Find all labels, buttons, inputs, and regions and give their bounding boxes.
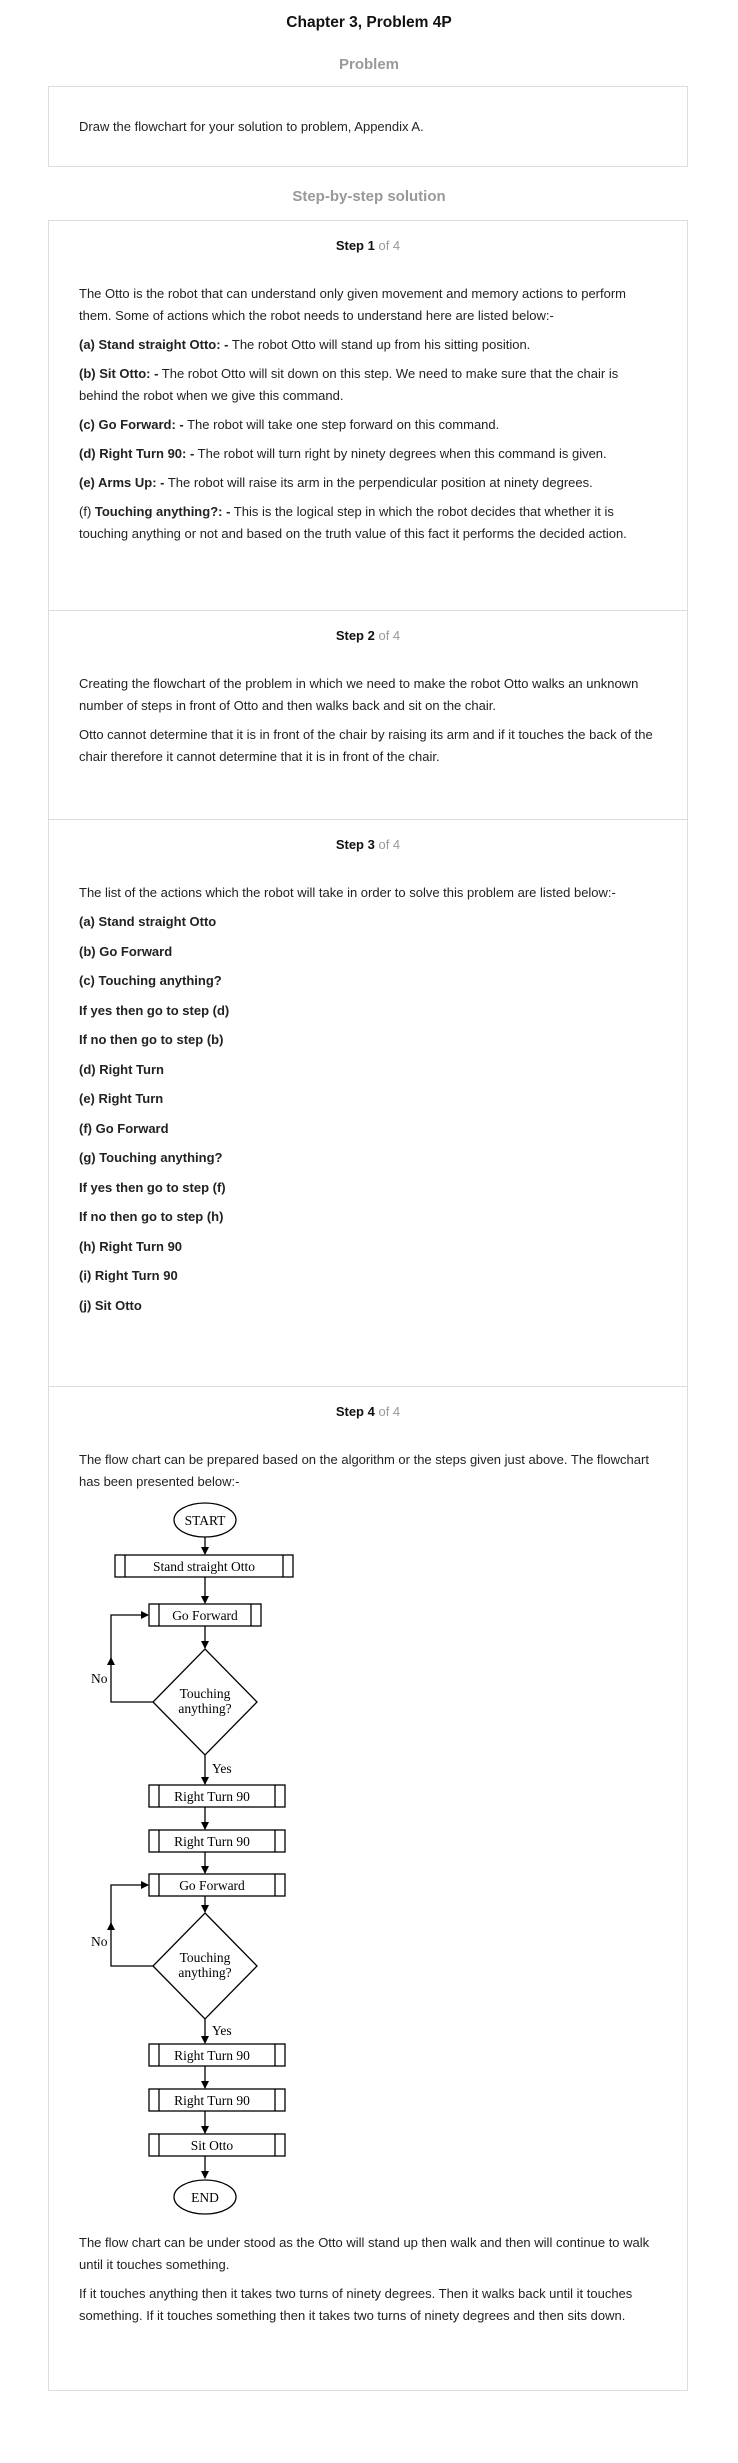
- decision-label: anything?: [178, 1701, 232, 1716]
- problem-box: [48, 86, 688, 167]
- step-label: Step 1: [335, 238, 375, 253]
- step-header: [79, 221, 657, 257]
- step-label: Step 2: [335, 628, 375, 643]
- solution-heading: Step-by-step solution: [292, 188, 446, 205]
- action-list-item: If yes then go to step (f): [79, 1179, 226, 1195]
- action-list-item: (i) Right Turn 90: [79, 1268, 178, 1283]
- step-4-explanation: The flow chart can be under stood as the Otto will stand up then walk and then will continue to walk until it touches something.: [79, 2235, 650, 2272]
- yes-label: Yes: [212, 1761, 232, 1776]
- step-header: [79, 820, 657, 856]
- action-list-item: If no then go to step (h): [79, 1209, 224, 1224]
- right-turn-label: Right Turn 90: [174, 1789, 250, 1804]
- no-label: No: [91, 1671, 108, 1686]
- step-count: of 4: [378, 837, 401, 852]
- decision-label: Touching: [179, 1686, 231, 1701]
- step-2-paragraph: Creating the flowchart of the problem in which we need to make the robot Otto walks an unknown number of steps in front of Otto and then walks back and sit on the chair.: [79, 676, 639, 713]
- right-turn-label: Right Turn 90: [174, 2093, 250, 2108]
- action-list-item: (d) Right Turn: [79, 1061, 164, 1077]
- start-label: START: [184, 1513, 226, 1528]
- step-4: [49, 1387, 687, 2390]
- flowchart-diagram: [81, 1500, 301, 2226]
- step-4-intro: The flow chart can be prepared based on the algorithm or the steps given just above. The flowchart has been presented below:-: [79, 1452, 649, 1489]
- step-header: [79, 1387, 657, 1423]
- action-list-item: (a) Stand straight Otto: [79, 914, 217, 929]
- yes-label: Yes: [212, 2023, 232, 2038]
- step-2-paragraph: Otto cannot determine that it is in front of the chair by raising its arm and if it touches the back of the chair therefore it cannot determine that it is in front of the chair.: [79, 727, 653, 764]
- step-4-explanation: If it touches anything then it takes two turns of ninety degrees. Then it walks back until it touches something. If it touches something then it takes two turns of ninety degrees and then sits down.: [79, 2286, 633, 2323]
- step-count: of 4: [378, 628, 401, 643]
- sit-label: Sit Otto: [190, 2138, 234, 2153]
- decision-label: Touching: [179, 1950, 231, 1965]
- right-turn-label: Right Turn 90: [174, 2048, 250, 2063]
- action-list-item: (b) Go Forward: [79, 943, 173, 959]
- action-list-item: (c) Touching anything?: [79, 973, 222, 988]
- action-list-item: (e) Right Turn: [79, 1091, 164, 1106]
- step-count: of 4: [378, 1404, 401, 1419]
- step-1-item-e: (e) Arms Up: - The robot will raise its arm in the perpendicular position at ninety degrees.: [79, 475, 593, 490]
- right-turn-label: Right Turn 90: [174, 1834, 250, 1849]
- step-label: Step 3: [335, 837, 375, 852]
- decision-label: anything?: [178, 1965, 232, 1980]
- step-label: Step 4: [335, 1404, 375, 1419]
- stand-label: Stand straight Otto: [153, 1559, 255, 1574]
- step-1-item-a: (a) Stand straight Otto: - The robot Otto will stand up from his sitting position.: [79, 337, 531, 352]
- step-2: [49, 611, 687, 820]
- action-list-item: (g) Touching anything?: [79, 1150, 223, 1165]
- go-forward-label: Go Forward: [172, 1608, 238, 1623]
- action-list-item: (j) Sit Otto: [79, 1297, 142, 1313]
- step-header: [79, 611, 657, 647]
- action-list-item: (h) Right Turn 90: [79, 1238, 183, 1254]
- action-list-item: If yes then go to step (d): [79, 1002, 230, 1018]
- no-label: No: [91, 1934, 108, 1949]
- step-1-item-c: (c) Go Forward: - The robot will take one step forward on this command.: [79, 417, 500, 432]
- page-title: Chapter 3, Problem 4P: [286, 14, 452, 31]
- step-1-intro: The Otto is the robot that can understand only given movement and memory actions to perform them. Some of actions which the robot needs to understand here are listed below:-: [79, 286, 627, 323]
- step-1-item-d: (d) Right Turn 90: - The robot will turn right by ninety degrees when this command is given.: [79, 446, 607, 461]
- problem-heading: Problem: [338, 56, 399, 73]
- step-1: [49, 221, 687, 611]
- step-3: [49, 820, 687, 1387]
- problem-text: Draw the flowchart for your solution to problem, Appendix A.: [79, 119, 424, 134]
- solution-box: [48, 220, 688, 2391]
- step-3-intro: The list of the actions which the robot will take in order to solve this problem are listed below:-: [79, 885, 616, 900]
- step-1-item-f: (f) Touching anything?: - This is the logical step in which the robot decides that whether it is touching anything or not and based on the truth value of this fact it performs the decided action.: [79, 504, 627, 541]
- step-1-item-b: (b) Sit Otto: - The robot Otto will sit down on this step. We need to make sure that the chair is behind the robot when we give this command.: [79, 366, 619, 403]
- end-label: END: [191, 2190, 219, 2205]
- action-list-item: (f) Go Forward: [79, 1120, 169, 1136]
- action-list-item: If no then go to step (b): [79, 1032, 224, 1047]
- go-forward-label: Go Forward: [179, 1878, 245, 1893]
- step-count: of 4: [378, 238, 401, 253]
